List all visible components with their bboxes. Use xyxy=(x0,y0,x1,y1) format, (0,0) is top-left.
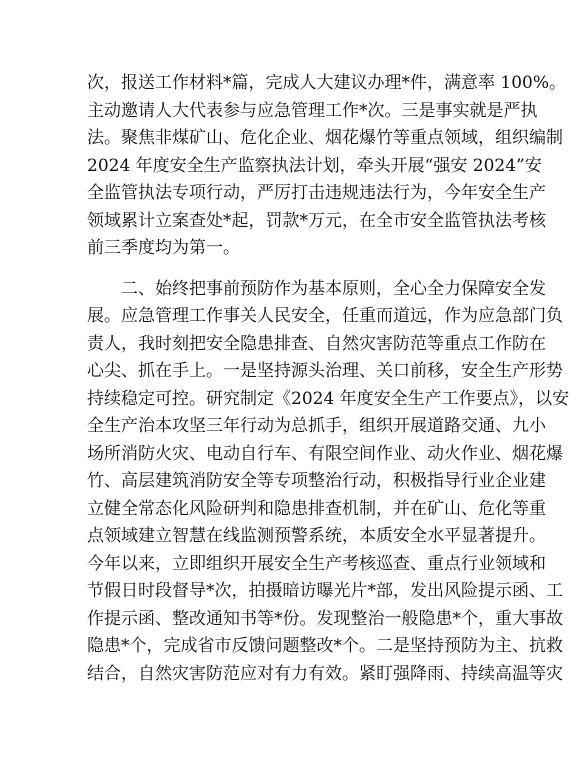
paragraph-1 xyxy=(87,70,567,263)
text-line: 隐患*个，完成省市反馈问题整改*个。二是坚持预防为主、抗救 xyxy=(87,636,563,656)
text-line: 心尖、抓在手上。一是坚持源头治理、关口前移，安全生产形势 xyxy=(87,361,563,381)
text-line: 2024 年度安全生产监察执法计划，牵头开展“强安 2024”安 xyxy=(87,155,542,176)
text-line: 竹、高层建筑消防安全等专项整治行动，积极指导行业企业建 xyxy=(87,471,546,491)
text-line: 节假日时段督导*次，拍摄暗访曝光片*部，发出风险提示函、工 xyxy=(87,581,563,601)
text-line: 次，报送工作材料*篇，完成人大建议办理*件，满意率 100%。 xyxy=(87,73,567,93)
text-line: 二、始终把事前预防作为基本原则，全心全力保障安全发 xyxy=(87,278,546,299)
text-line: 立健全常态化风险研判和隐患排查机制，并在矿山、危化等重 xyxy=(87,498,546,519)
text-line: 点领域建立智慧在线监测预警系统，本质安全水平显著提升。 xyxy=(87,526,546,546)
text-line: 法。聚焦非煤矿山、危化企业、烟花爆竹等重点领域，组织编制 xyxy=(87,128,563,148)
text-line: 领域累计立案查处*起，罚款*万元，在全市安全监管执法考核 xyxy=(87,210,546,231)
text-line: 持续稳定可控。研究制定《2024 年度安全生产工作要点》，以安 xyxy=(87,388,570,409)
text-line: 责人，我时刻把安全隐患排查、自然灾害防范等重点工作防在 xyxy=(87,333,546,354)
text-line: 场所消防火灾、电动自行车、有限空间作业、动火作业、烟花爆 xyxy=(87,443,563,464)
paragraph-2 xyxy=(87,276,570,689)
text-line: 结合，自然灾害防范应对有力有效。紧盯强降雨、持续高温等灾 xyxy=(87,663,563,684)
text-line: 展。应急管理工作事关人民安全，任重而道远，作为应急部门负 xyxy=(87,306,563,326)
text-line: 前三季度均为第一。 xyxy=(87,238,240,258)
text-line: 全生产治本攻坚三年行动为总抓手，组织开展道路交通、九小 xyxy=(87,416,546,436)
text-line: 主动邀请人大代表参与应急管理工作*次。三是事实就是严执 xyxy=(87,100,538,121)
text-line: 全监管执法专项行动，严厉打击违规违法行为，今年安全生产 xyxy=(87,183,546,203)
text-line: 作提示函、整改通知书等*份。发现整治一般隐患*个，重大事故 xyxy=(87,608,563,629)
paragraph-gap xyxy=(87,263,507,276)
text-line: 今年以来，立即组织开展安全生产考核巡查、重点行业领域和 xyxy=(87,553,546,574)
document-body xyxy=(87,70,570,688)
